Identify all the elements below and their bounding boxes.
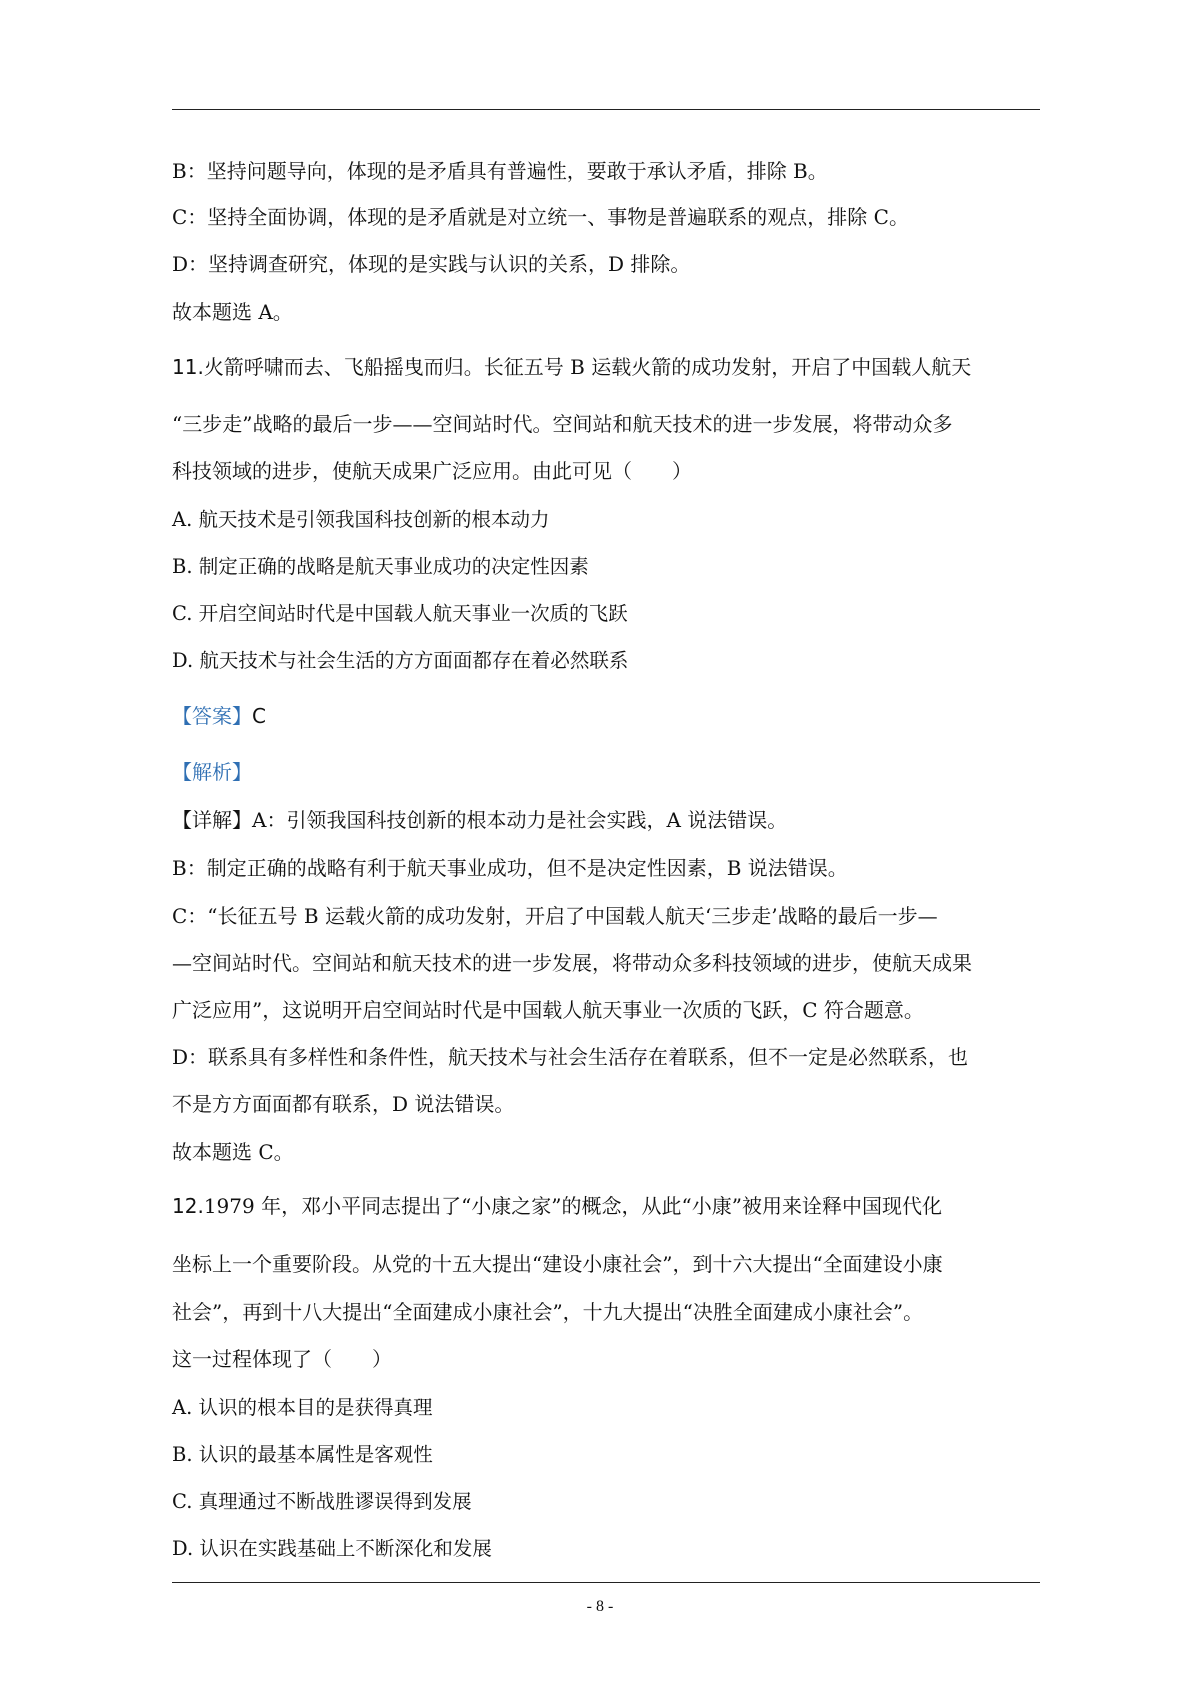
q11-stem-line-2: “三步走”战略的最后一步——空间站时代。空间站和航天技术的进一步发展，将带动众多 — [172, 412, 953, 436]
q11-detail-line-1 — [172, 807, 787, 833]
q11-detail-line-7: 不是方方面面都有联系，D 说法错误。 — [172, 1092, 515, 1116]
q11-option-b: B. 制定正确的战略是航天事业成功的决定性因素 — [172, 555, 589, 578]
prev-analysis-line-d: D：坚持调查研究，体现的是实践与认识的关系，D 排除。 — [172, 252, 691, 276]
q11-detail-line-4: —空间站时代。空间站和航天技术的进一步发展，将带动众多科技领域的进步，使航天成果 — [172, 951, 972, 975]
answer-label: 【答案】 — [172, 704, 252, 728]
detail-label: 【详解】 — [172, 808, 252, 832]
q12-option-c: C. 真理通过不断战胜谬误得到发展 — [172, 1490, 472, 1513]
q11-option-d: D. 航天技术与社会生活的方方面面都存在着必然联系 — [172, 649, 629, 672]
footer-rule — [172, 1582, 1040, 1583]
prev-analysis-line-b: B：坚持问题导向，体现的是矛盾具有普遍性，要敢于承认矛盾，排除 B。 — [172, 159, 828, 183]
q11-option-a: A. 航天技术是引领我国科技创新的根本动力 — [172, 508, 550, 531]
q12-stem-text-1: 1979 年，邓小平同志提出了“小康之家”的概念，从此“小康”被用来诠释中国现代化 — [203, 1194, 942, 1218]
q11-stem-line-1 — [172, 354, 971, 380]
q11-option-c: C. 开启空间站时代是中国载人航天事业一次质的飞跃 — [172, 602, 628, 625]
q12-option-b: B. 认识的最基本属性是客观性 — [172, 1443, 433, 1466]
q11-detail-line-5: 广泛应用”，这说明开启空间站时代是中国载人航天事业一次质的飞跃，C 符合题意。 — [172, 998, 924, 1022]
header-rule — [172, 109, 1040, 110]
q11-number: 11. — [172, 355, 204, 379]
q12-stem-line-4: 这一过程体现了（ ） — [172, 1347, 392, 1371]
q12-stem-line-1 — [172, 1193, 942, 1219]
prev-analysis-line-c: C：坚持全面协调，体现的是矛盾就是对立统一、事物是普遍联系的观点，排除 C。 — [172, 205, 909, 229]
analysis-label: 【解析】 — [172, 760, 252, 784]
q11-detail-line-6: D：联系具有多样性和条件性，航天技术与社会生活存在着联系，但不一定是必然联系，也 — [172, 1045, 969, 1069]
q11-answer — [172, 703, 266, 729]
answer-value: C — [252, 704, 266, 728]
q12-stem-line-3: 社会”，再到十八大提出“全面建成小康社会”，十九大提出“决胜全面建成小康社会”。 — [172, 1300, 924, 1324]
page-number: - 8 - — [586, 1598, 614, 1615]
q11-stem-text-1: 火箭呼啸而去、飞船摇曳而归。长征五号 B 运载火箭的成功发射，开启了中国载人航天 — [203, 355, 972, 379]
q11-detail-line-2: B：制定正确的战略有利于航天事业成功，但不是决定性因素，B 说法错误。 — [172, 856, 848, 880]
q12-stem-line-2: 坐标上一个重要阶段。从党的十五大提出“建设小康社会”，到十六大提出“全面建设小康 — [172, 1252, 943, 1276]
q11-stem-line-3: 科技领域的进步，使航天成果广泛应用。由此可见（ ） — [172, 459, 692, 483]
q12-option-a: A. 认识的根本目的是获得真理 — [172, 1396, 433, 1419]
prev-conclusion: 故本题选 A。 — [172, 300, 293, 324]
detail-text-1: A：引领我国科技创新的根本动力是社会实践，A 说法错误。 — [252, 808, 788, 832]
q12-option-d: D. 认识在实践基础上不断深化和发展 — [172, 1537, 492, 1560]
q11-conclusion: 故本题选 C。 — [172, 1140, 294, 1164]
q11-detail-line-3: C：“长征五号 B 运载火箭的成功发射，开启了中国载人航天‘三步走’战略的最后一步— — [172, 904, 938, 928]
q12-number: 12. — [172, 1194, 204, 1218]
